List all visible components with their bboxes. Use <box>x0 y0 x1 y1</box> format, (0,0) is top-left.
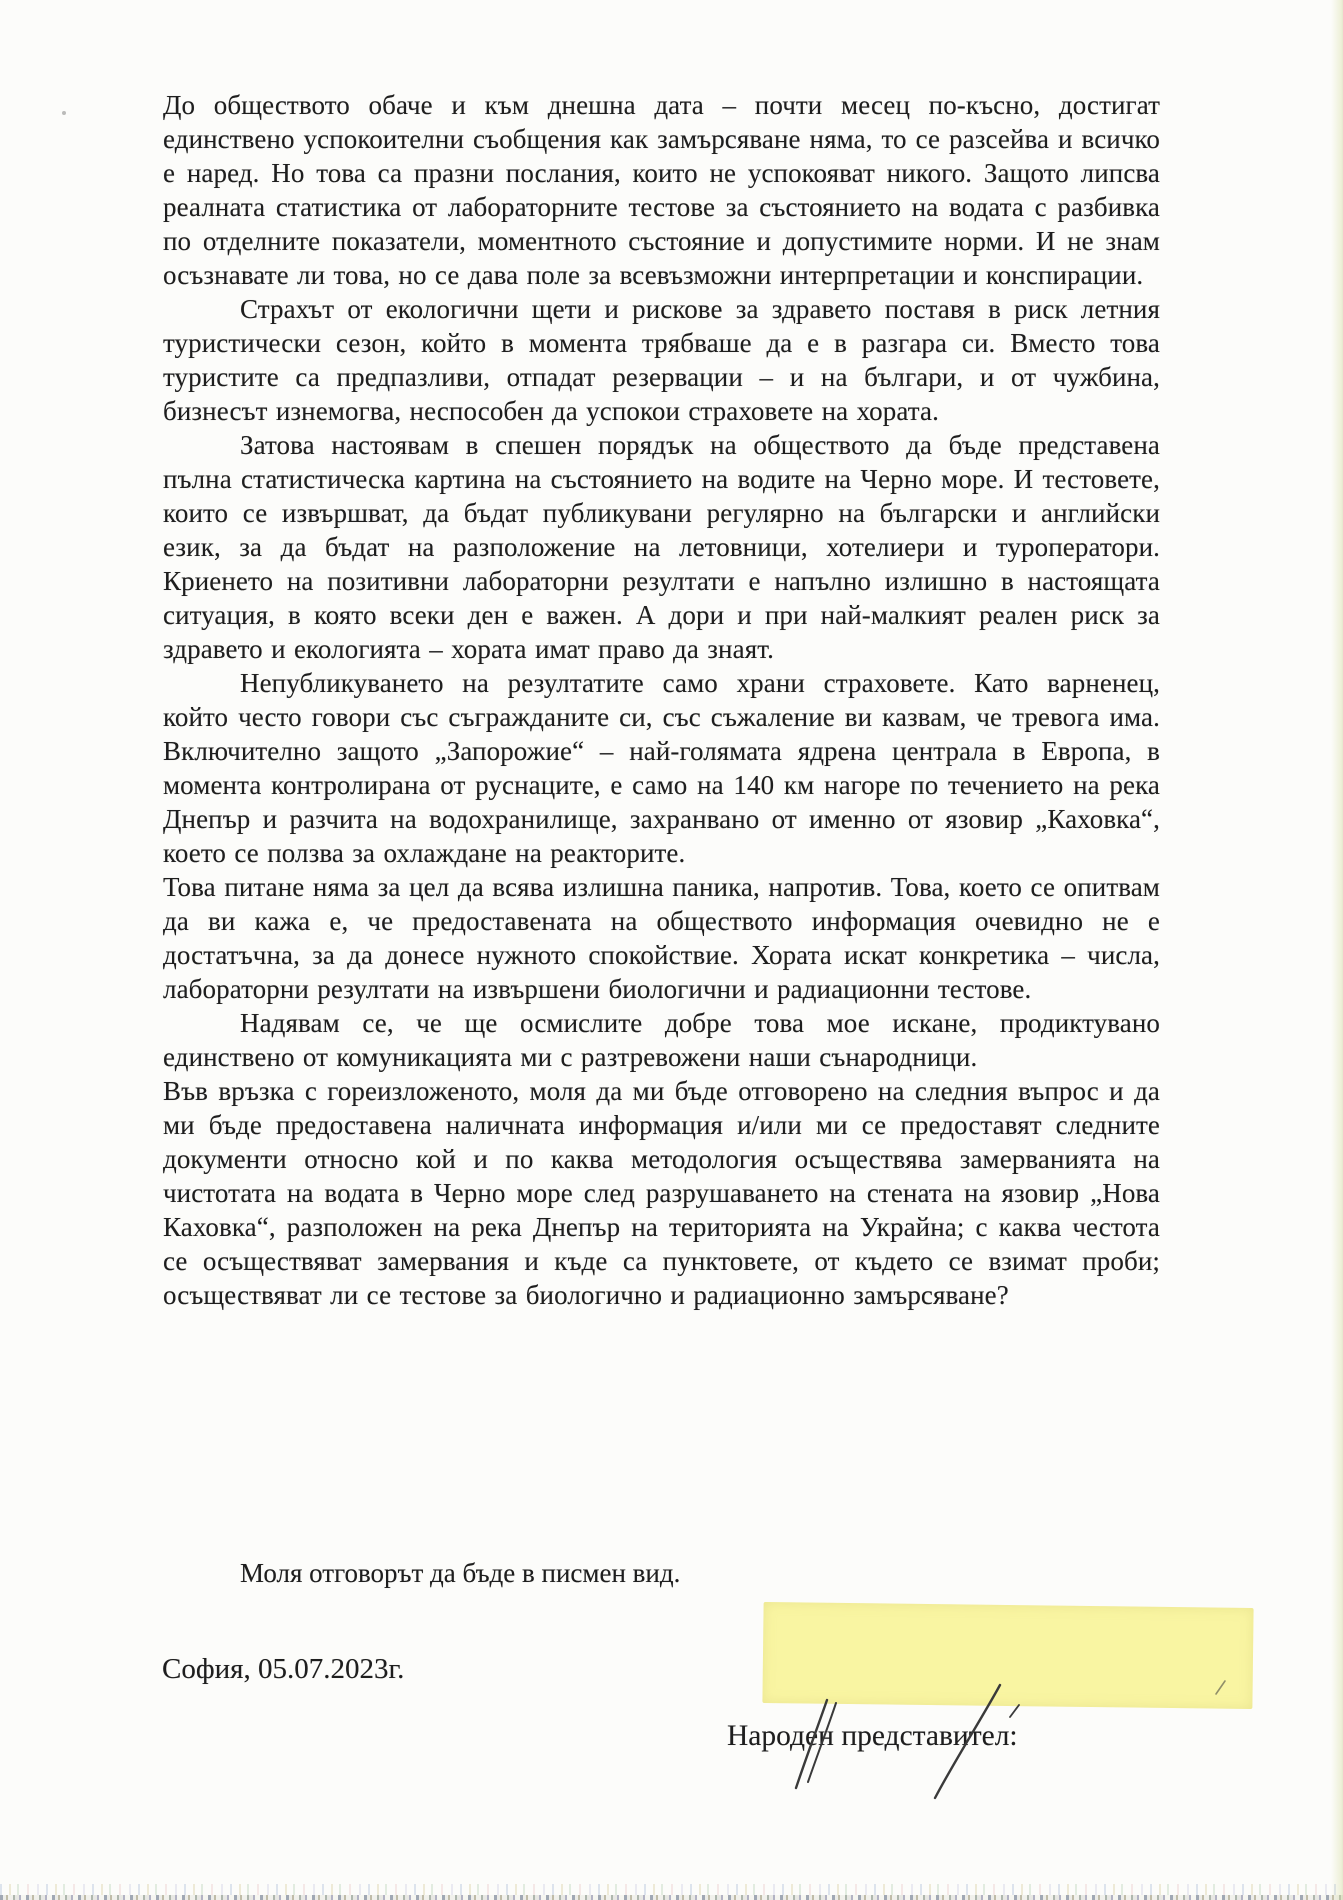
letter-body <box>163 88 1160 1312</box>
signature-label: Народен представител: <box>727 1720 1018 1752</box>
scan-speck <box>62 111 66 115</box>
redaction-highlight <box>762 1602 1253 1709</box>
paragraph: Затова настоявам в спешен порядък на обществото да бъде представена пълна статистическа картина на състоянието на водите на Черно море. И тестовете, които се извършват, да бъдат публикувани регулярно на български и английски език, за да бъдат на разположение на летовници, хотелиери и туроператори. Криенето на позитивни лабораторни резултати е напълно излишно в настоящата ситуация, в която всеки ден е важен. А дори и при най-малкият реален риск за здравето и екологията – хората имат право да знаят. <box>163 430 1160 664</box>
written-answer-request: Моля отговорът да бъде в писмен вид. <box>240 1558 681 1588</box>
scan-edge-tint <box>1331 0 1343 1900</box>
paragraph: Страхът от екологични щети и рискове за здравето поставя в риск летния туристически сезон, който в момента трябваше да е в разгара си. Вместо това туристите са предпазливи, отпадат резервации – и на българи, и от чужбина, бизнесът изнемогва, неспособен да успокои страховете на хората. <box>163 294 1160 426</box>
signature-stroke <box>1010 1705 1019 1717</box>
paragraph: Непубликуването на резултатите само храни страховете. Като варненец, който често говори със съгражданите си, със съжаление ви казвам, че тревога има. Включително защото „Запорожие“ – най-голямата ядрена централа в Европа, в момента контролирана от руснаците, е само на 140 км нагоре по течението на река Днепър и разчита на водохранилище, захранвано от именно от язовир „Каховка“, което се ползва за охлаждане на реакторите. <box>163 668 1160 868</box>
place-date: София, 05.07.2023г. <box>162 1653 405 1685</box>
paragraph: Във връзка с гореизложеното, моля да ми бъде отговорено на следния въпрос и да ми бъде предоставена наличната информация и/или ми се предоставят следните документи относно кой и по каква методология осъществява замерванията на чистотата на водата в Черно море след разрушаването на стената на язовир „Нова Каховка“, разположен на река Днепър на територията на Украйна; с каква честота се осъществяват замервания и къде са пунктовете, от където се взимат проби; осъществяват ли се тестове за биологично и радиационно замърсяване? <box>163 1076 1160 1310</box>
paragraph: Това питане няма за цел да всява излишна паника, напротив. Това, което се опитвам да ви кажа е, че предоставената на обществото информация очевидно не е достатъчна, за да донесе нужното спокойствие. Хората искат конкретика – числа, лабораторни резултати на извършени биологични и радиационни тестове. <box>163 872 1160 1004</box>
scan-noise-edge <box>0 1895 1343 1900</box>
scan-noise-band <box>0 1884 1343 1895</box>
paragraph: Надявам се, че ще осмислите добре това мое искане, продиктувано единствено от комуникацията ми с разтревожени наши сънародници. <box>163 1008 1160 1072</box>
paragraph: До обществото обаче и към днешна дата – почти месец по-късно, достигат единствено успокоителни съобщения как замърсяване няма, то се разсейва и всичко е наред. Но това са празни послания, които не успокояват никого. Защото липсва реалната статистика от лабораторните тестове за състоянието на водата с разбивка по отделните показатели, моментното състояние и допустимите норми. И не знам осъзнавате ли това, но се дава поле за всевъзможни интерпретации и конспирации. <box>163 90 1160 290</box>
